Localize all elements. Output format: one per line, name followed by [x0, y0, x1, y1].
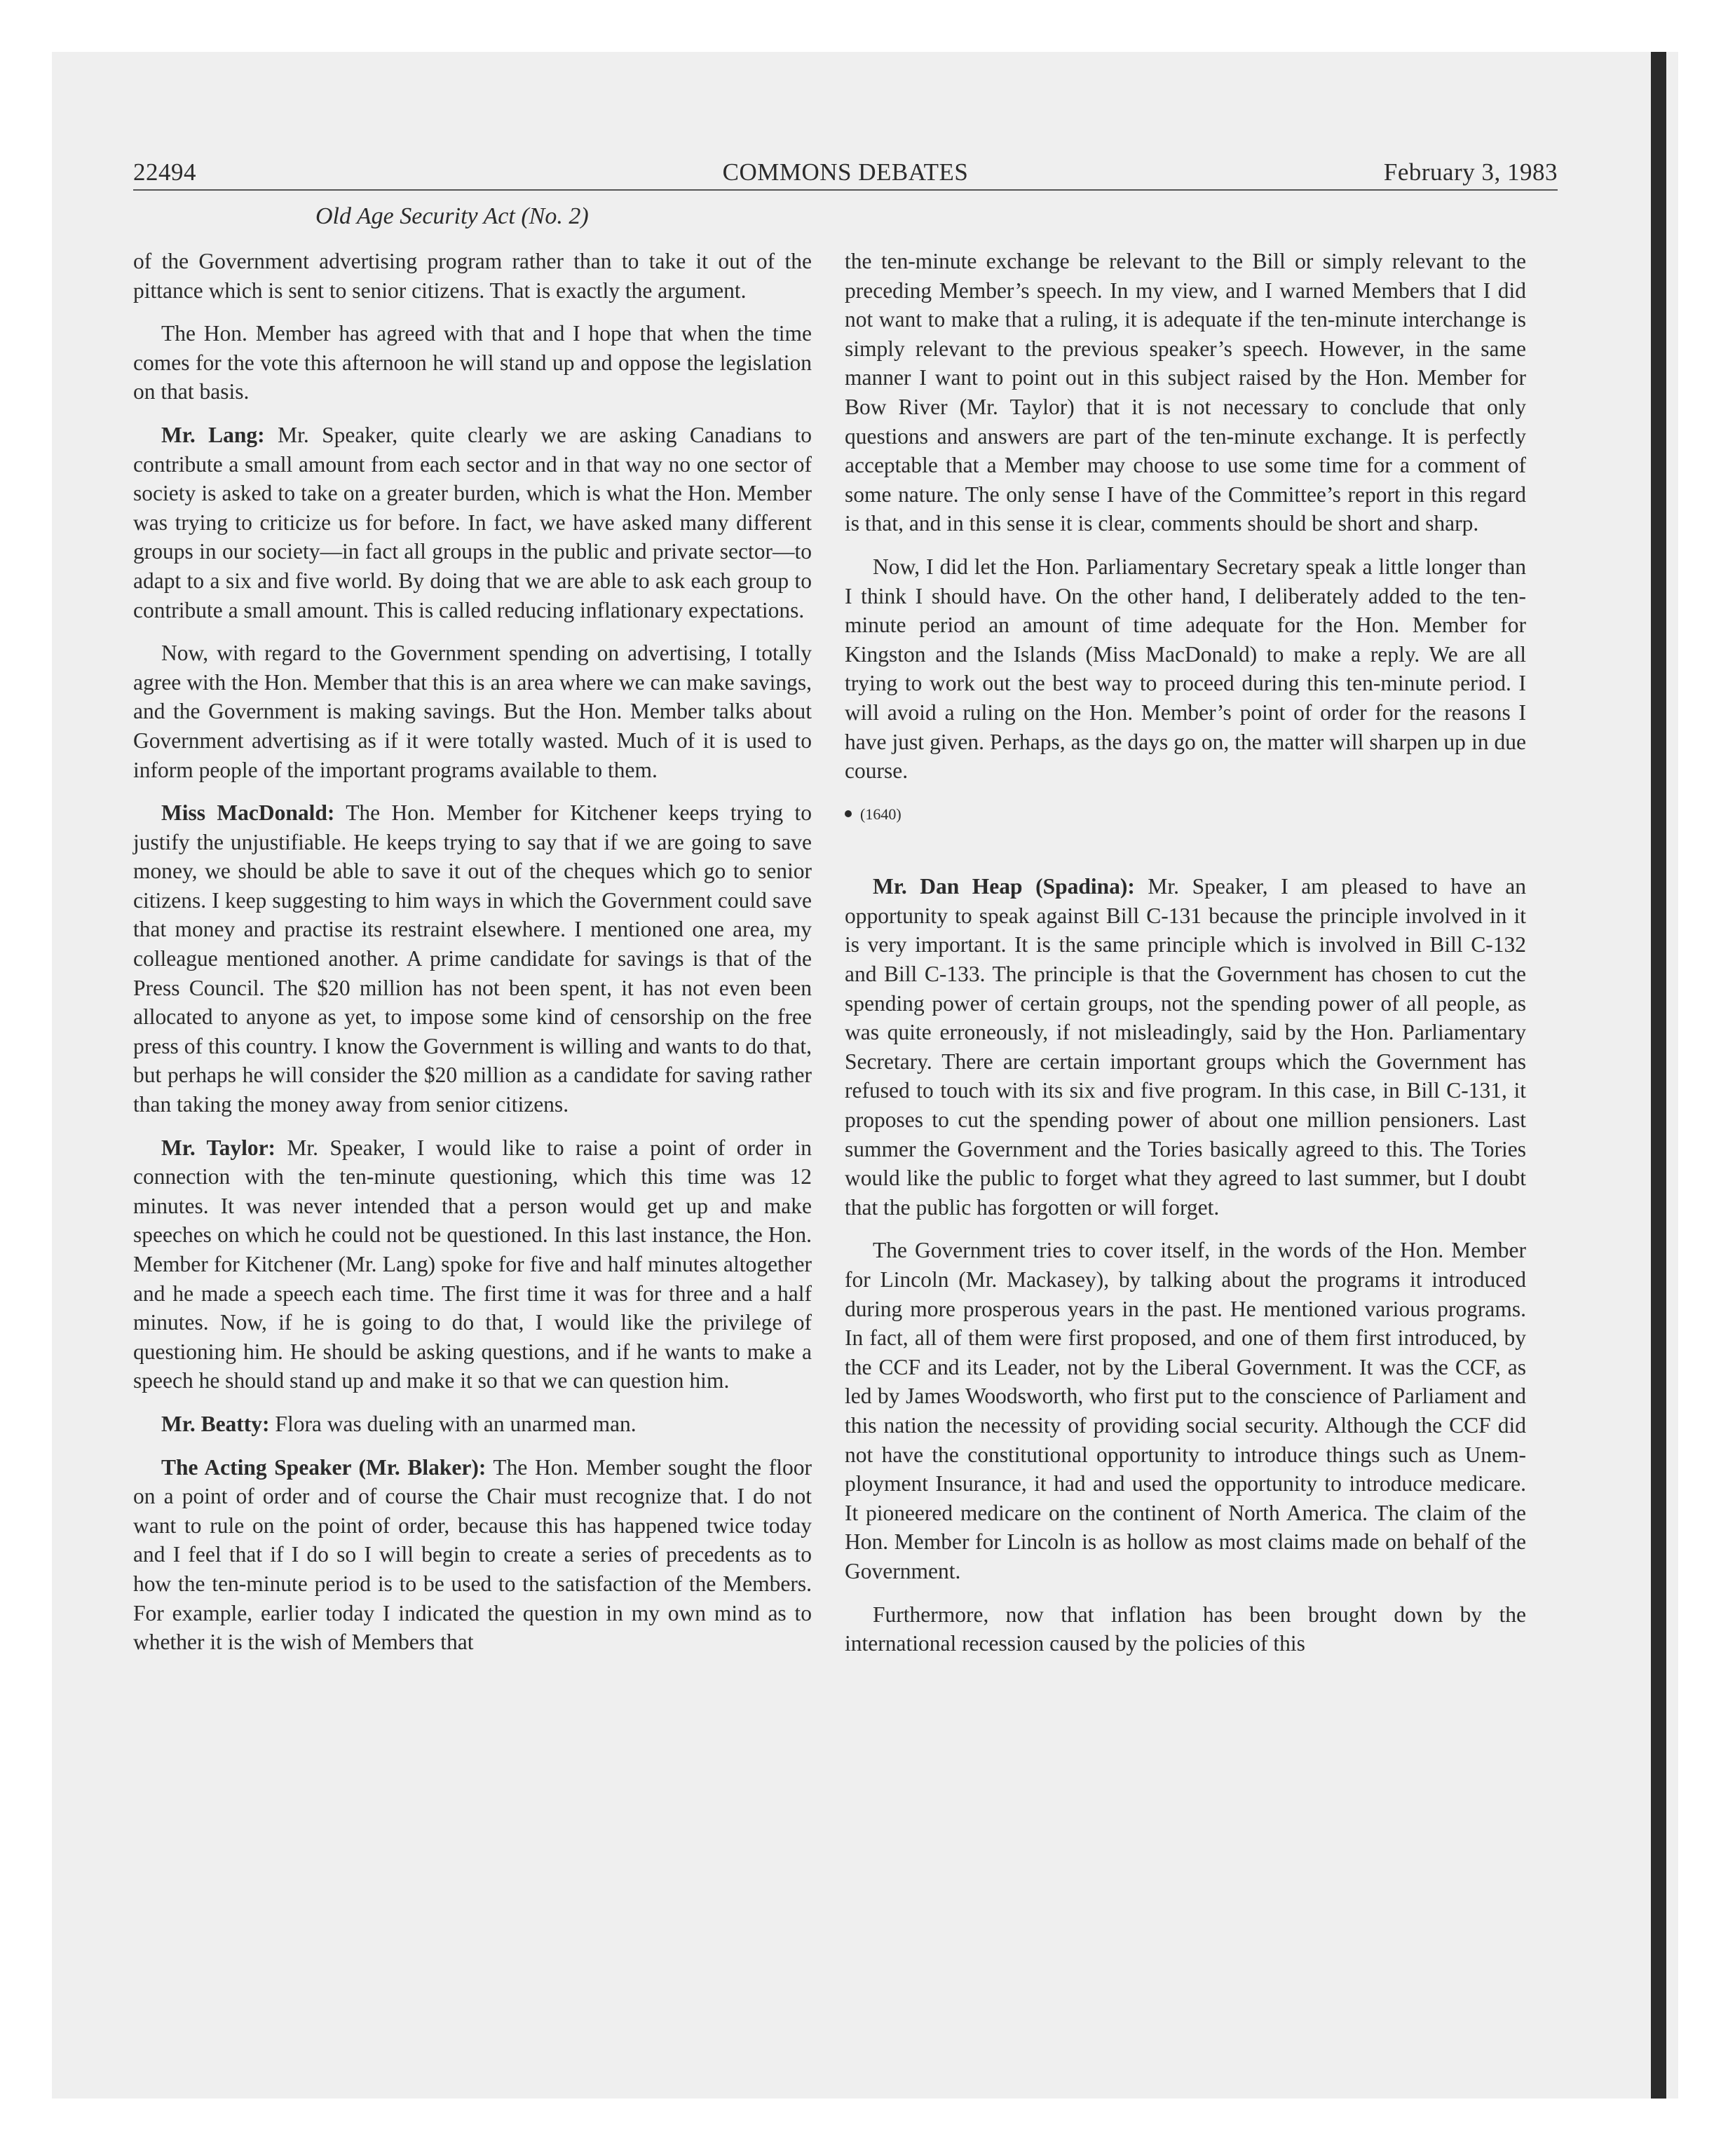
- paragraph: [133, 1410, 812, 1439]
- paragraph: [845, 872, 1526, 1222]
- left-column: [133, 247, 812, 1671]
- speaker-name: The Acting Speaker (Mr. Blaker):: [161, 1454, 487, 1480]
- publication-date: February 3, 1983: [1383, 158, 1558, 186]
- speaker-name: Miss MacDonald:: [161, 800, 335, 826]
- paragraph-text: Mr. Speaker, I am pleased to have an opportunity to speak against Bill C-131 because the principle involved in it is very important. It is the same principle which is involved in Bill C-132 and Bill C-133. The principle is that the Government has chosen to cut the spending power of certain groups, not the spending power of all people, as was quite erroneously, if not misleadingly, said by the Hon. Parliamentary Secretary. There are certain important groups which the Government has refused to touch with its six and five program. In this case, in Bill C-131, it proposes to cut the spending power of about one million pensioners. Last summer the Government and the Tories basically agreed to this. The Tories would like the public to forget what they agreed to last summer, but I doubt that the public has forgotten or will forget.: [845, 874, 1527, 1220]
- paragraph: [845, 552, 1526, 786]
- paragraph: [133, 319, 812, 407]
- paragraph-text: Mr. Speaker, quite clearly we are asking Canadians to contribute a small amount from each sector and in that way no one sector of society is asked to take on a greater burden, which is what the Hon. Member was trying to criticize us for before. In fact, we have asked many different groups in our society—in fact all groups in the public and private sector—to adapt to a six and five world. By doing that we are able to ask each group to contribute a small amount. This is called reducing inflationary expectations.: [133, 422, 812, 622]
- paragraph-text: Furthermore, now that inflation has been brought down by the international recession caused by the policies of this: [845, 1602, 1526, 1656]
- speaker-name: Mr. Lang:: [161, 422, 265, 447]
- paragraph-text: of the Government advertising program rather than to take it out of the pittance which is sent to senior citizens. That is exactly the argument.: [133, 249, 812, 303]
- running-head: Old Age Security Act (No. 2): [315, 203, 589, 229]
- time-marker-text: (1640): [860, 805, 901, 823]
- time-marker: [845, 800, 1526, 829]
- scan-edge-bar: [1651, 52, 1666, 2099]
- paragraph: [845, 1236, 1526, 1585]
- paragraph: [845, 247, 1526, 538]
- speaker-name: Mr. Beatty:: [161, 1411, 270, 1436]
- paragraph: [133, 247, 812, 305]
- page-number: 22494: [133, 158, 196, 186]
- paragraph: [133, 1133, 812, 1396]
- paragraph-text: The Government tries to cover itself, in the words of the Hon. Member for Lincoln (Mr. Mackasey), by talking about the programs it introduced during more prosperous years in the past. He mentioned various programs. In fact, all of them were first proposed, and one of them first introduced, by the CCF and its Leader, not by the Liberal Government. It was the CCF, as led by James Woodsworth, who first put to the conscience of Parliament and this nation the necessity of providing social security. Although the CCF did not have the constitutional opportunity to introduce things such as Unemployment Insurance, it had and used the opportunity to introduce medicare. It pioneered medicare on the continent of North America. The claim of the Hon. Member for Lincoln is as hollow as most claims made on behalf of the Government.: [845, 1238, 1526, 1583]
- paragraph-text: The Hon. Member has agreed with that and I hope that when the time comes for the vote this afternoon he will stand up and oppose the legislation on that basis.: [133, 321, 812, 404]
- paragraph-text: the ten-minute exchange be relevant to the Bill or simply relevant to the preceding Member’s speech. In my view, and I warned Members that I did not want to make that a ruling, it is adequate if the ten-minute interchange is simply relevant to the previous speaker’s speech. However, in the same manner I want to point out in this subject raised by the Hon. Member for Bow River (Mr. Taylor) that it is not necessary to conclude that only questions and answers are part of the ten-minute exchange. It is perfectly acceptable that a Member may choose to use some time for a comment of some nature. The only sense I have of the Committee’s report in this regard is that, and in this sense it is clear, comments should be short and sharp.: [845, 249, 1526, 536]
- bullet-icon: [845, 810, 852, 817]
- publication-title: COMMONS DEBATES: [722, 158, 969, 186]
- paragraph-text: Mr. Speaker, I would like to raise a point of order in connection with the ten-minute questioning, which this time was 12 minutes. It was never intended that a person would get up and make speeches on which he could not be questioned. In this last instance, the Hon. Member for Kitchener (Mr. Lang) spoke for five and half minutes altogether and he made a speech each time. The first time it was for three and a half minutes. Now, if he is going to do that, I would like the privilege of questioning him. He should be asking questions, and if he wants to make a speech he should stand up and make it so that we can question him.: [133, 1135, 812, 1393]
- paragraph-text: Now, with regard to the Government spending on advertising, I totally agree with the Hon. Member that this is an area where we can make savings, and the Government is making savings. But the Hon. Member talks about Government advertising as if it were totally wasted. Much of it is used to inform people of the important programs available to them.: [133, 641, 812, 782]
- paragraph-text: The Hon. Member sought the floor on a point of order and of course the Chair must recognize that. I do not want to rule on the point of order, because this has happened twice today and I feel that if I do so I will begin to create a series of precedents as to how the ten-minute period is to be used to the satisfaction of the Members. For example, earlier today I indicated the question in my own mind as to whether it is the wish of Members that: [133, 1454, 812, 1655]
- speaker-name: Mr. Dan Heap (Spadina):: [873, 874, 1135, 899]
- paragraph: [845, 1600, 1526, 1658]
- paragraph-text: Now, I did let the Hon. Parliamentary Secretary speak a little longer than I think I should have. On the other hand, I deliberately added to the ten-minute period an amount of time adequate for the Hon. Member for Kingston and the Islands (Miss MacDonald) to make a reply. We are all trying to work out the best way to proceed during this ten-minute period. I will avoid a ruling on the Hon. Member’s point of order for the reasons I have just given. Perhaps, as the days go on, the matter will sharpen up in due course.: [845, 554, 1526, 784]
- page-header: [133, 153, 1558, 191]
- paragraph: [133, 798, 812, 1119]
- paragraph-text: The Hon. Member for Kitchener keeps trying to justify the unjustifiable. He keeps trying to say that if we are going to save money, we should be able to save it out of the cheques which go to senior citizens. I keep suggesting to him ways in which the Government could save that money and practise its restraint elsewhere. I mentioned one area, my colleague mentioned another. A prime candidate for savings is that of the Press Council. The $20 million has not been spent, it has not even been allocated to anyone as yet, to impose some kind of censorship on the free press of this country. I know the Government is willing and wants to do that, but perhaps he will consider the $20 million as a candidate for saving rather than taking the money away from senior citizens.: [133, 800, 812, 1117]
- paragraph: [133, 1453, 812, 1657]
- paragraph: [133, 421, 812, 625]
- paragraph: [133, 639, 812, 784]
- paragraph-text: Flora was dueling with an unarmed man.: [275, 1411, 637, 1436]
- right-column: [845, 247, 1526, 1672]
- speaker-name: Mr. Taylor:: [161, 1135, 276, 1160]
